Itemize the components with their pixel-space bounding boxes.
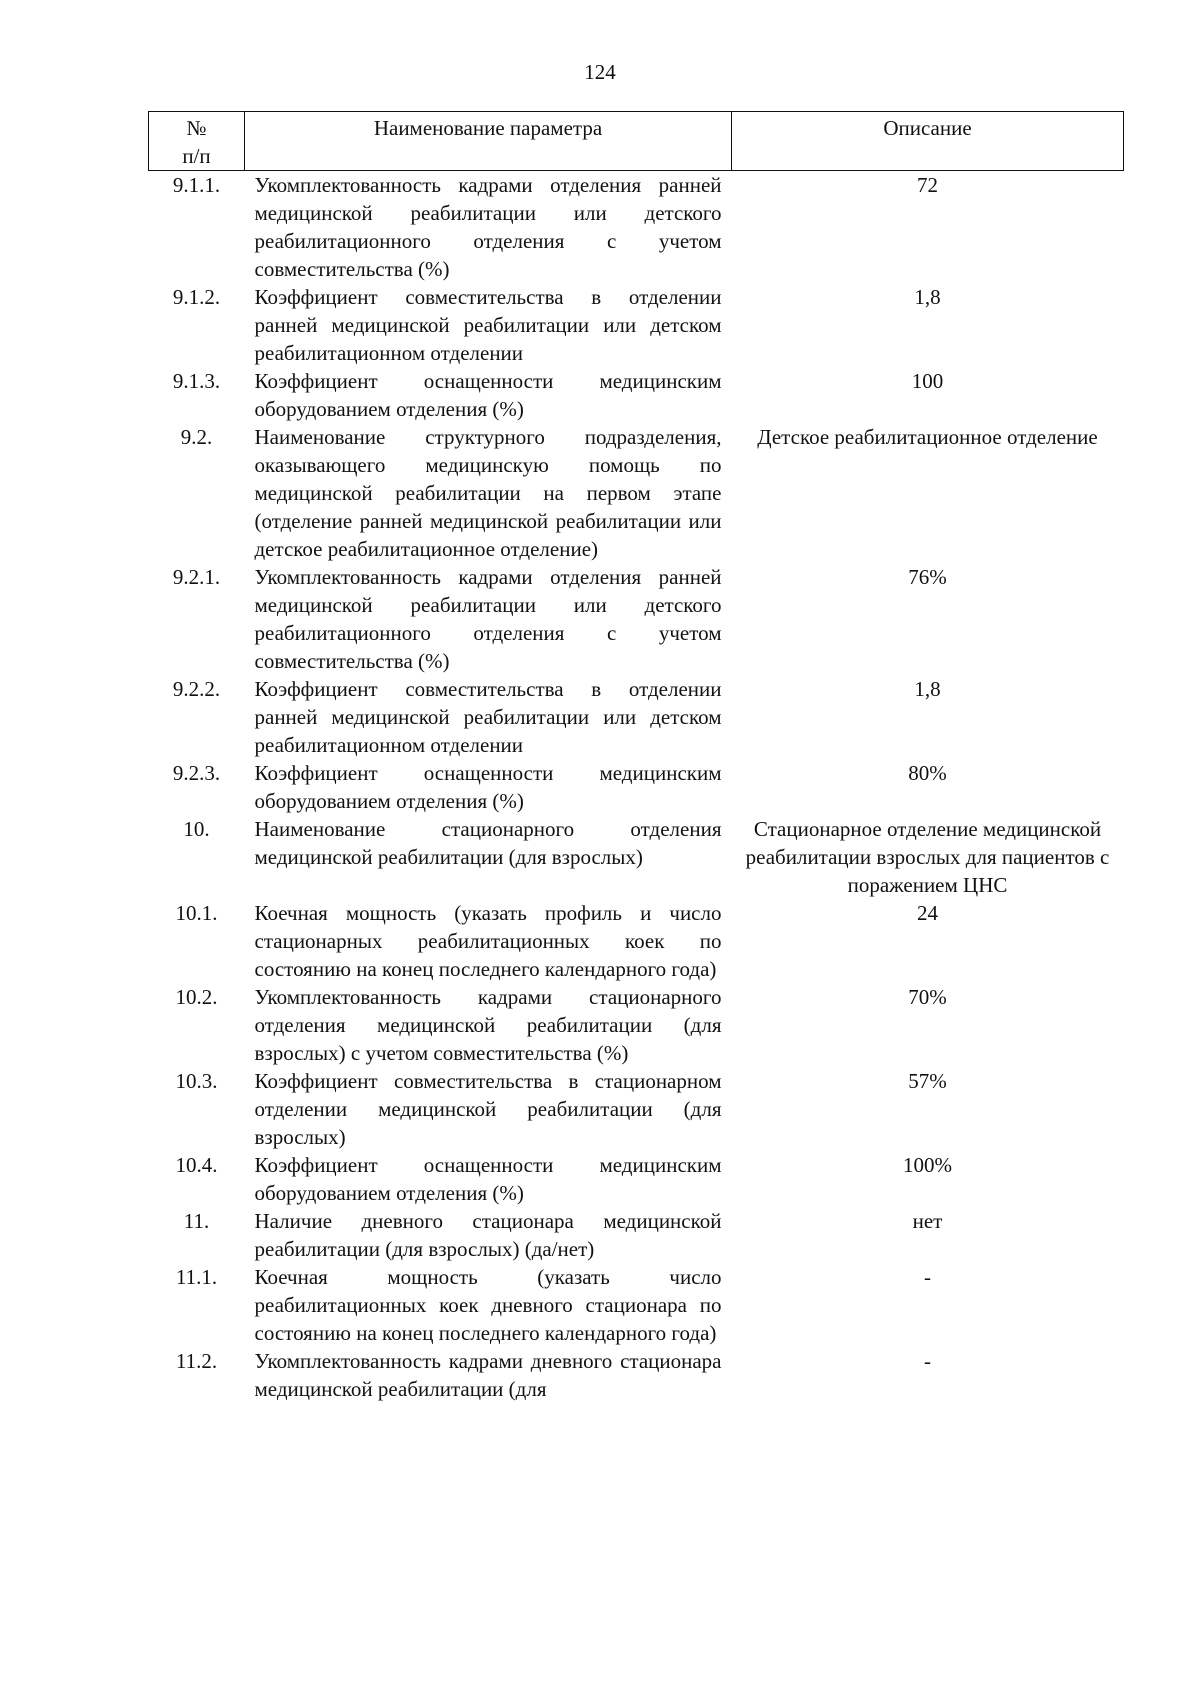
table-row xyxy=(149,171,1124,284)
parameter-description: 76% xyxy=(908,565,947,589)
row-number: 9.1.2. xyxy=(172,285,221,309)
table-row xyxy=(149,367,1124,423)
parameter-description: 1,8 xyxy=(914,285,941,309)
row-number: 10.3. xyxy=(175,1069,218,1093)
table-row xyxy=(149,675,1124,759)
table-row xyxy=(149,899,1124,983)
row-number: 10.1. xyxy=(175,901,218,925)
parameter-name: Коэффициент совместительства в отделении ранней медицинской реабилитации или детском реабилитационном отделении xyxy=(254,677,722,757)
header-row xyxy=(149,112,1124,171)
row-number: 10.4. xyxy=(175,1153,218,1177)
parameter-name: Укомплектованность кадрами отделения ранней медицинской реабилитации или детского реабилитационного отделения с учетом совместительства (%) xyxy=(254,565,722,673)
header-name: Наименование параметра xyxy=(245,112,732,171)
table-row xyxy=(149,815,1124,899)
parameter-description: 70% xyxy=(908,985,947,1009)
row-number: 9.1.3. xyxy=(172,369,221,393)
page-number: 124 xyxy=(584,60,616,84)
parameter-name: Укомплектованность кадрами отделения ранней медицинской реабилитации или детского реабилитационного отделения с учетом совместительства (%) xyxy=(254,173,722,281)
table-row xyxy=(149,423,1124,563)
row-number: 9.2. xyxy=(180,425,213,449)
table-row xyxy=(149,1263,1124,1347)
parameter-name: Коэффициент оснащенности медицинским оборудованием отделения (%) xyxy=(254,369,722,421)
row-number: 11.2. xyxy=(175,1349,218,1373)
parameter-description: Детское реабилитационное отделение xyxy=(757,425,1098,449)
parameter-description: 1,8 xyxy=(914,677,941,701)
row-number: 9.2.2. xyxy=(172,677,221,701)
parameter-name: Коечная мощность (указать число реабилитационных коек дневного стационара по состоянию на конец последнего календарного года) xyxy=(254,1265,722,1345)
row-number: 11. xyxy=(183,1209,210,1233)
parameter-name: Коэффициент совместительства в стационарном отделении медицинской реабилитации (для взрослых) xyxy=(254,1069,722,1149)
parameter-description: Стационарное отделение медицинской реабилитации взрослых для пациентов с поражением ЦНС xyxy=(745,817,1110,897)
parameter-description: 72 xyxy=(917,173,938,197)
parameter-description: 24 xyxy=(917,901,938,925)
parameter-name: Укомплектованность кадрами дневного стационара медицинской реабилитации (для xyxy=(254,1349,722,1401)
table-row xyxy=(149,563,1124,675)
table-row xyxy=(149,1347,1124,1403)
parameter-name: Укомплектованность кадрами стационарного отделения медицинской реабилитации (для взрослых) с учетом совместительства (%) xyxy=(254,985,722,1065)
parameter-description: - xyxy=(924,1349,931,1373)
row-number: 9.2.1. xyxy=(172,565,221,589)
table-body xyxy=(149,171,1124,1404)
parameter-description: нет xyxy=(912,1209,943,1233)
parameter-description: 57% xyxy=(908,1069,947,1093)
table-row xyxy=(149,1151,1124,1207)
parameter-name: Наименование стационарного отделения медицинской реабилитации (для взрослых) xyxy=(254,817,722,869)
parameter-description: - xyxy=(924,1265,931,1289)
parameter-description: 100% xyxy=(903,1153,952,1177)
parameter-name: Коэффициент оснащенности медицинским оборудованием отделения (%) xyxy=(254,761,722,813)
table-row xyxy=(149,283,1124,367)
table-row xyxy=(149,1067,1124,1151)
row-number: 11.1. xyxy=(175,1265,218,1289)
parameter-name: Наличие дневного стационара медицинской реабилитации (для взрослых) (да/нет) xyxy=(254,1209,722,1261)
row-number: 9.2.3. xyxy=(172,761,221,785)
row-number: 9.1.1. xyxy=(172,173,221,197)
parameter-name: Коечная мощность (указать профиль и число стационарных реабилитационных коек по состоянию на конец последнего календарного года) xyxy=(254,901,722,981)
table-row xyxy=(149,983,1124,1067)
parameter-name: Коэффициент оснащенности медицинским оборудованием отделения (%) xyxy=(254,1153,722,1205)
table-row xyxy=(149,1207,1124,1263)
parameter-name: Коэффициент совместительства в отделении ранней медицинской реабилитации или детском реабилитационном отделении xyxy=(254,285,722,365)
header-num: № п/п xyxy=(149,112,245,171)
header-description: Описание xyxy=(732,112,1124,171)
row-number: 10. xyxy=(183,817,210,841)
table-header xyxy=(149,112,1124,171)
parameter-name: Наименование структурного подразделения, оказывающего медицинскую помощь по медицинской реабилитации на первом этапе (отделение ранней медицинской реабилитации или детское реабилитационное отделение) xyxy=(254,425,722,561)
parameters-table xyxy=(148,111,1124,1403)
parameter-description: 80% xyxy=(908,761,947,785)
parameter-description: 100 xyxy=(911,369,944,393)
row-number: 10.2. xyxy=(175,985,218,1009)
table-row xyxy=(149,759,1124,815)
